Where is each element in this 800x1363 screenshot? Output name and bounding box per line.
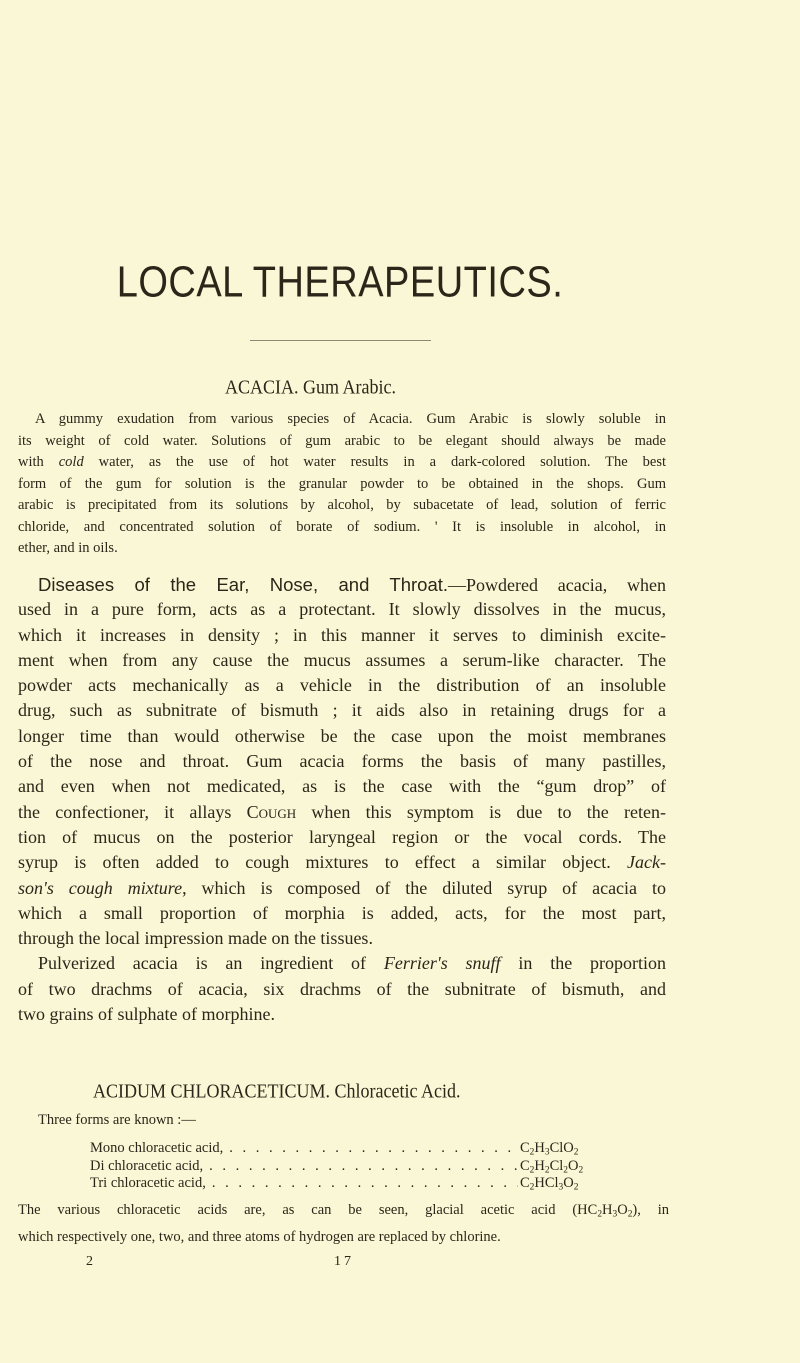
subscript: 2 [544, 1164, 550, 1175]
subscript: 3 [544, 1147, 550, 1158]
text-run: in the proportion [500, 953, 666, 974]
text-line [18, 749, 666, 774]
text-run: through the local impression made on the tissues. [18, 928, 373, 949]
text-run: water, as the use of hot water results in a dark-colored solution. The best [83, 454, 666, 470]
text-run: Pulverized acacia is an ingredient of [38, 953, 384, 974]
paragraph-ear-nose-throat [18, 572, 666, 1027]
form-formula [518, 1158, 610, 1176]
text-line [18, 724, 666, 749]
subscript: 2 [627, 1209, 633, 1220]
subscript: 2 [529, 1164, 535, 1175]
paragraph-chloracetic-description [18, 1197, 669, 1251]
form-formula [518, 1140, 610, 1158]
text-run: tion of mucus on the posterior laryngeal region or the vocal cords. The [18, 826, 666, 847]
section-heading-chloracetic: ACIDUM CHLORACETICUM. Chloracetic Acid. [93, 1079, 461, 1102]
paragraph-acacia-description [18, 409, 666, 560]
running-title: LOCAL THERAPEUTICS. [116, 258, 564, 308]
leader-dots [203, 1158, 518, 1176]
text-run: its weight of cold water. Solutions of gum arabic to be elegant should always be made [18, 432, 666, 449]
text-line [18, 495, 666, 517]
text-line [18, 538, 666, 560]
signature-mark: 2 [86, 1254, 93, 1269]
text-run: O [567, 1157, 579, 1174]
text-run: cold [58, 454, 84, 470]
text-run: C [520, 1175, 530, 1191]
text-run: H [534, 1157, 545, 1174]
text-run: two grains of sulphate of morphine. [18, 1004, 275, 1025]
text-line [18, 517, 666, 539]
text-run: of the nose and throat. Gum acacia forms the basis of many pastilles, [18, 751, 666, 772]
form-name: Mono chloracetic acid, [90, 1140, 224, 1156]
text-run: The various chloracetic acids are, as can be seen, glacial acetic acid (HC [18, 1202, 598, 1218]
subscript: 2 [529, 1147, 535, 1158]
text-run: ment when from any cause the mucus assumes a serum-like character. The [18, 649, 666, 670]
form-row [90, 1140, 610, 1158]
text-run: and even when not medicated, as is the case with the “gum drop” of [18, 776, 666, 797]
page-number: 17 [334, 1254, 354, 1269]
text-run: H [534, 1140, 545, 1156]
text-run: ether, and in oils. [18, 540, 118, 556]
run-in-heading: Diseases of the Ear, Nose, and Throat. [38, 574, 449, 595]
subscript: 3 [558, 1182, 564, 1193]
text-run: chloride, and concentrated solution of borate of sodium. ' It is insoluble in alcohol, in [18, 518, 666, 535]
form-row [90, 1158, 610, 1176]
text-run: O [563, 1175, 574, 1191]
text-run: ClO [549, 1140, 574, 1156]
text-line [18, 951, 666, 976]
text-run: the confectioner, it allays [18, 801, 247, 822]
text-line [18, 825, 666, 850]
text-line [18, 1197, 669, 1224]
subscript: 2 [563, 1164, 568, 1175]
leader-dots [223, 1140, 518, 1158]
text-run: ), in [632, 1202, 669, 1218]
text-run: which it increases in density ; in this manner it serves to diminish excite- [18, 624, 666, 645]
text-line [18, 572, 666, 597]
text-run: son's cough mixture [18, 877, 183, 898]
text-run: Ferrier's snuff [383, 953, 501, 974]
text-run: which respectively one, two, and three atoms of hydrogen are replaced by chlorine. [18, 1229, 501, 1245]
text-line [18, 901, 666, 926]
text-run: Cough [246, 801, 297, 822]
text-line [18, 926, 666, 951]
subscript: 3 [612, 1209, 618, 1220]
text-run: H [602, 1202, 613, 1218]
text-line [18, 431, 666, 453]
subscript: 2 [529, 1182, 535, 1193]
text-line [18, 1224, 669, 1251]
subscript: 2 [573, 1182, 579, 1193]
subscript: 2 [573, 1147, 579, 1158]
title-divider [250, 340, 431, 341]
forms-intro: Three forms are known :— [38, 1112, 196, 1128]
text-run: drug, such as subnitrate of bismuth ; it aids also in retaining drugs for a [18, 700, 666, 721]
text-run: used in a pure form, acts as a protectant. It slowly dissolves in the mucus, [18, 599, 666, 620]
forms-table [90, 1140, 610, 1193]
text-run: C [520, 1140, 530, 1156]
section-heading-acacia: ACACIA. Gum Arabic. [225, 375, 396, 398]
text-line [18, 876, 666, 901]
subscript: 2 [597, 1209, 603, 1220]
text-line [18, 597, 666, 622]
text-line [18, 774, 666, 799]
text-run: longer time than would otherwise be the case upon the moist membranes [18, 725, 666, 746]
form-name: Tri chloracetic acid, [90, 1175, 206, 1191]
text-run: with [18, 454, 59, 470]
form-formula [518, 1175, 610, 1193]
text-run: A gummy exudation from various species of Acacia. Gum Arabic is slowly soluble in [35, 411, 666, 427]
text-line [18, 648, 666, 673]
form-row [90, 1175, 610, 1193]
text-run: syrup is often added to cough mixtures to effect a similar object. [18, 852, 628, 873]
text-line [18, 623, 666, 648]
text-run: arabic is precipitated from its solutions by alcohol, by subacetate of lead, solution of ferric [18, 497, 666, 513]
text-run: HCl [534, 1175, 559, 1191]
text-run: , which is composed of the diluted syrup of acacia to [182, 877, 666, 898]
text-line [18, 673, 666, 698]
text-run: —Powdered acacia, when [448, 575, 666, 595]
text-run: of two drachms of acacia, six drachms of the subnitrate of bismuth, and [18, 978, 666, 999]
text-run: powder acts mechanically as a vehicle in the distribution of an insoluble [18, 675, 666, 696]
text-line [18, 409, 666, 431]
text-line [18, 800, 666, 825]
form-name: Di chloracetic acid, [90, 1157, 204, 1174]
text-line [18, 1002, 666, 1027]
text-line [18, 977, 666, 1002]
subscript: 2 [578, 1164, 584, 1175]
text-run: when this symptom is due to the reten- [296, 801, 666, 822]
text-run: form of the gum for solution is the granular powder to be obtained in the shops. Gum [18, 475, 666, 492]
text-line [18, 698, 666, 723]
text-line [18, 474, 666, 496]
text-line [18, 850, 666, 875]
text-run: Cl [549, 1157, 564, 1174]
text-run: C [520, 1157, 530, 1174]
leader-dots [206, 1175, 518, 1193]
text-line [18, 452, 666, 474]
text-run: Jack- [627, 852, 666, 873]
text-run: O [617, 1202, 628, 1218]
text-run: which a small proportion of morphia is added, acts, for the most part, [18, 902, 666, 923]
